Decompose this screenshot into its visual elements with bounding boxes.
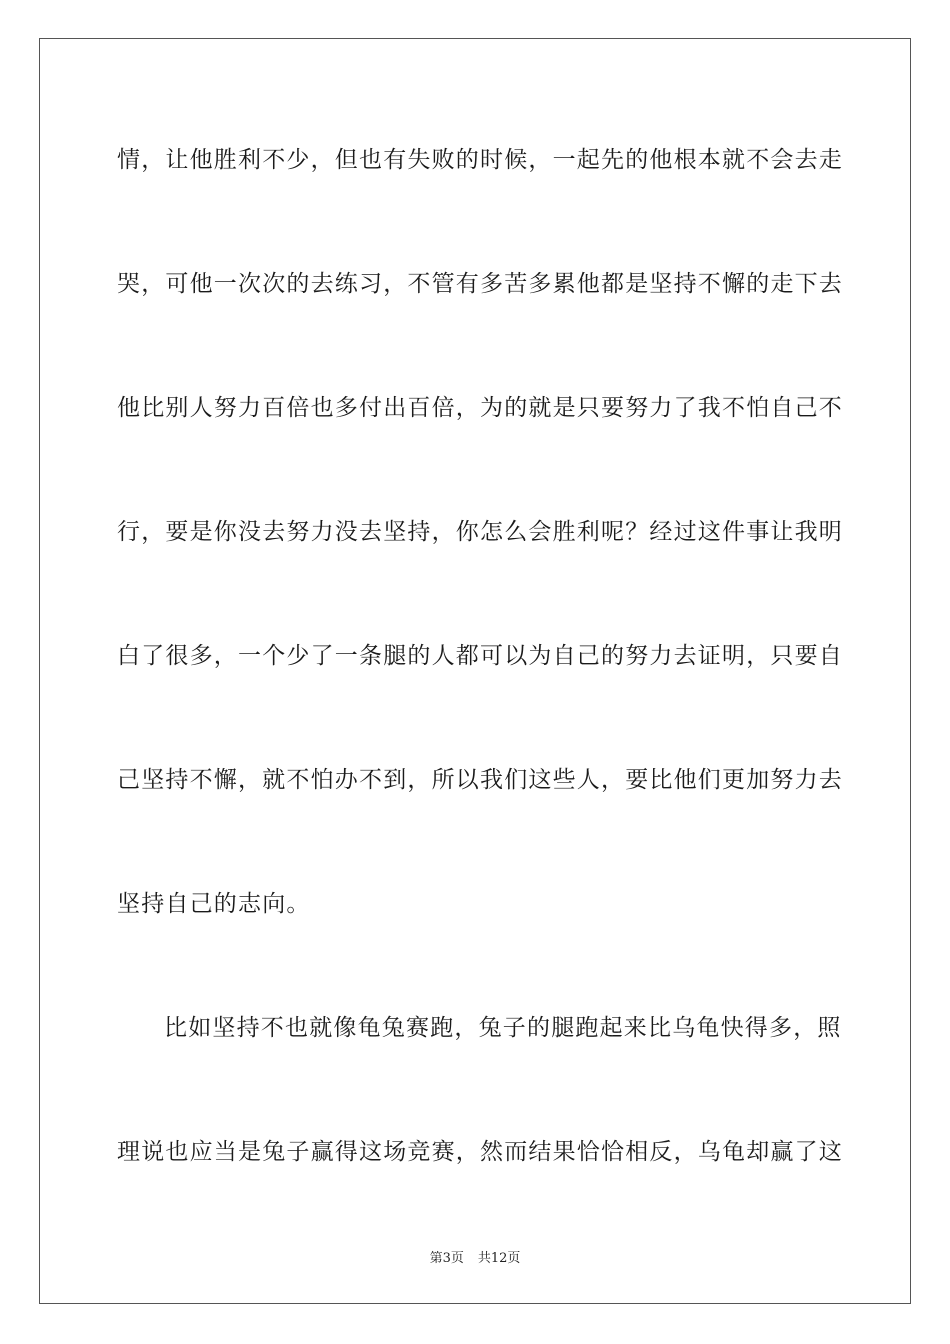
text-line: 他比别人努力百倍也多付出百倍，为的就是只要努力了我不怕自己不 xyxy=(117,395,843,421)
page-footer xyxy=(0,1247,950,1266)
text-line: 白了很多，一个少了一条腿的人都可以为自己的努力去证明，只要自 xyxy=(117,643,843,669)
text-line: 坚持自己的志向。 xyxy=(117,891,311,917)
text-line: 行，要是你没去努力没去坚持，你怎么会胜利呢？经过这件事让我明 xyxy=(117,519,843,545)
page-total: 共12页 xyxy=(477,1251,521,1266)
text-line: 比如坚持不也就像龟兔赛跑，兔子的腿跑起来比乌龟快得多，照 xyxy=(164,1015,842,1041)
text-line: 己坚持不懈，就不怕办不到，所以我们这些人，要比他们更加努力去 xyxy=(117,767,843,793)
text-line: 理说也应当是兔子赢得这场竞赛，然而结果恰恰相反，乌龟却赢了这 xyxy=(117,1139,843,1165)
page-number: 第3页 xyxy=(429,1251,464,1266)
text-line: 哭，可他一次次的去练习，不管有多苦多累他都是坚持不懈的走下去 xyxy=(117,271,843,297)
text-line: 情，让他胜利不少，但也有失败的时候，一起先的他根本就不会去走 xyxy=(117,147,843,173)
page-border xyxy=(39,38,911,1304)
